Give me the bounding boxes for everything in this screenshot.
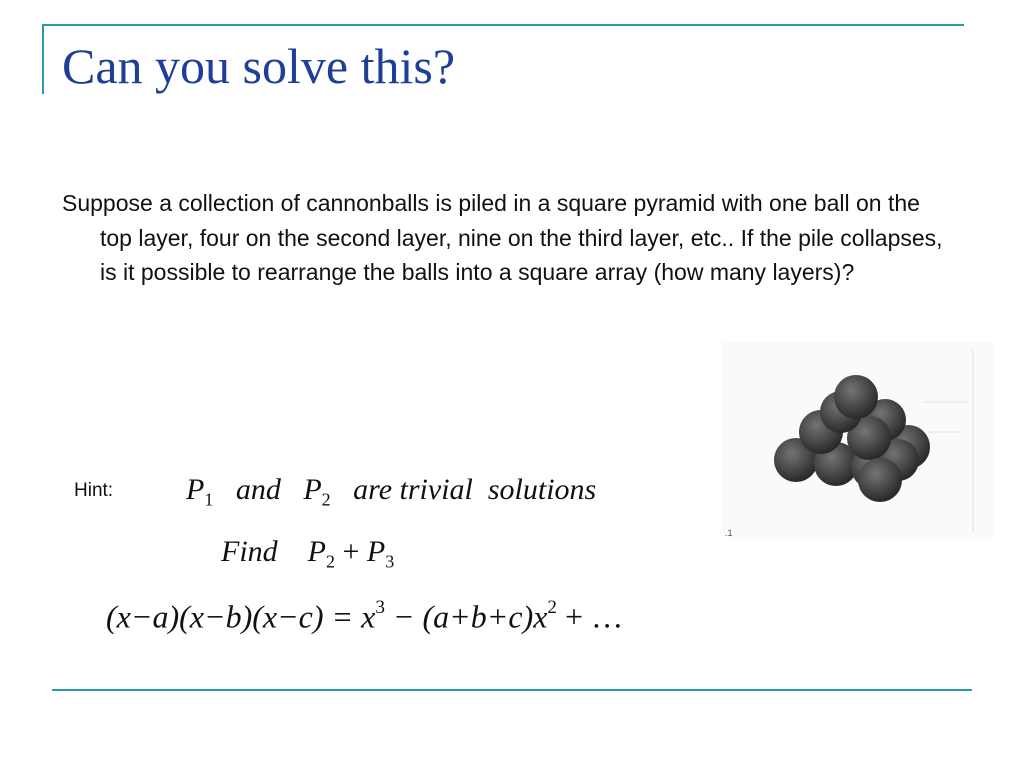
top-rule — [42, 24, 964, 26]
math-cubic-lhs: (x−a)(x−b)(x−c) = x — [106, 598, 376, 635]
hint-label: Hint: — [74, 480, 114, 501]
math-cubic-middle: − (a+b+c)x — [384, 598, 548, 635]
cannonball-pyramid-image — [723, 342, 994, 537]
math-symbol-p2: P — [303, 473, 322, 506]
math-exponent-3: 3 — [375, 597, 385, 618]
problem-text: Suppose a collection of cannonballs is piled in a square pyramid with one ball on the top layer, four on the second layer, nine on the third layer, etc.. If the pile collapses, is it possible to rearrange the balls into a square array (how many layers)? — [62, 190, 943, 285]
math-word-and: and — [235, 473, 281, 506]
math-word-find: Find — [221, 535, 278, 568]
bottom-rule — [52, 689, 972, 691]
math-plus: + — [342, 535, 360, 568]
cannonball-pyramid-illustration — [723, 342, 994, 537]
left-rule — [42, 24, 44, 94]
math-symbol-p2-find: P — [307, 535, 326, 568]
math-line-trivial-solutions — [186, 473, 596, 510]
math-line-cubic-expansion — [106, 597, 623, 635]
math-subscript-2: 2 — [321, 489, 331, 510]
slide-title: Can you solve this? — [62, 38, 456, 94]
math-symbol-p1: P — [186, 473, 205, 506]
math-subscript-2-find: 2 — [326, 551, 335, 572]
math-exponent-2: 2 — [547, 597, 558, 618]
math-subscript-3: 3 — [385, 551, 395, 572]
math-cubic-tail: + … — [557, 598, 624, 635]
math-symbol-p3: P — [366, 535, 386, 568]
math-line-find — [221, 535, 394, 572]
image-caption: .1 — [725, 528, 733, 537]
math-subscript-1: 1 — [204, 489, 214, 510]
math-words-trivial-solutions: are trivial solutions — [353, 473, 597, 506]
